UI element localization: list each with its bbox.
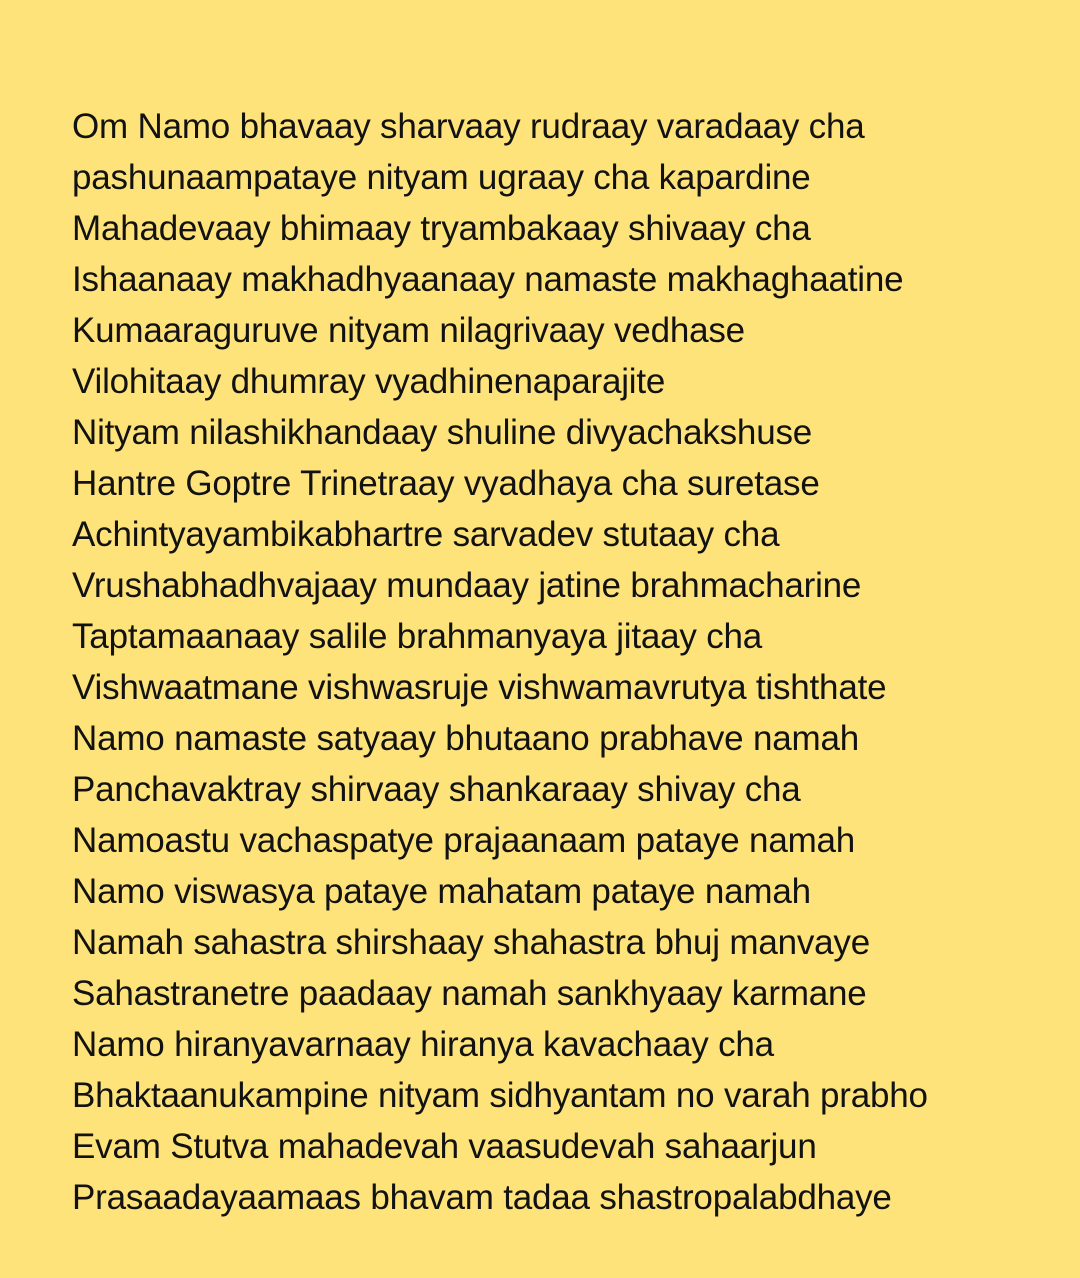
verse-line: Hantre Goptre Trinetraay vyadhaya cha suretase: [72, 464, 820, 503]
verse-line: Namo viswasya pataye mahatam pataye namah: [72, 872, 811, 911]
verse-text-block: [72, 101, 1072, 1223]
verse-line: Vrushabhadhvajaay mundaay jatine brahmacharine: [72, 566, 862, 605]
verse-line: Kumaaraguruve nityam nilagrivaay vedhase: [72, 311, 745, 350]
verse-line: Prasaadayaamaas bhavam tadaa shastropalabdhaye: [72, 1178, 892, 1217]
verse-line: Achintyayambikabhartre sarvadev stutaay cha: [72, 515, 780, 554]
verse-line: Sahastranetre paadaay namah sankhyaay karmane: [72, 974, 867, 1013]
verse-line: Nityam nilashikhandaay shuline divyachakshuse: [72, 413, 813, 452]
verse-line: Namah sahastra shirshaay shahastra bhuj manvaye: [72, 923, 870, 962]
verse-line: Evam Stutva mahadevah vaasudevah sahaarjun: [72, 1127, 817, 1166]
verse-line: Om Namo bhavaay sharvaay rudraay varadaay cha: [72, 107, 865, 146]
verse-line: Bhaktaanukampine nityam sidhyantam no varah prabho: [72, 1076, 928, 1115]
verse-line: Vishwaatmane vishwasruje vishwamavrutya tishthate: [72, 668, 887, 707]
verse-line: Namo hiranyavarnaay hiranya kavachaay cha: [72, 1025, 774, 1064]
verse-line: pashunaampataye nityam ugraay cha kapardine: [72, 158, 811, 197]
verse-line: Panchavaktray shirvaay shankaraay shivay cha: [72, 770, 801, 809]
verse-line: Mahadevaay bhimaay tryambakaay shivaay cha: [72, 209, 811, 248]
verse-line: Vilohitaay dhumray vyadhinenaparajite: [72, 362, 666, 401]
verse-line: Ishaanaay makhadhyaanaay namaste makhaghaatine: [72, 260, 904, 299]
verse-line: Namoastu vachaspatye prajaanaam pataye namah: [72, 821, 856, 860]
verse-line: Taptamaanaay salile brahmanyaya jitaay cha: [72, 617, 763, 656]
verse-line: Namo namaste satyaay bhutaano prabhave namah: [72, 719, 859, 758]
